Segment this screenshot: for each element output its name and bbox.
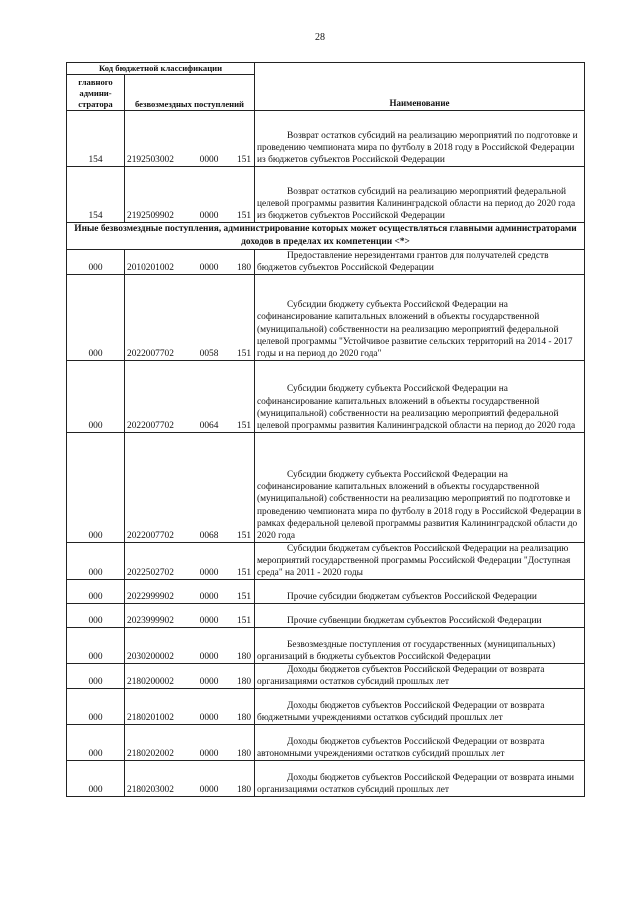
revenue-code-cell [125, 760, 255, 796]
item-name-cell: Субсидии бюджету субъекта Российской Федерации на софинансирование капитальных вложений в объекты государственной (муниципальной) собственности на реализацию мероприятий федеральной целевой программы развития Калининградской области на период до 2020 года [255, 360, 585, 432]
revenue-code-main: 2022999902 [127, 591, 174, 602]
revenue-code-sub: 0064 [199, 420, 219, 431]
revenue-code-main: 2022007702 [127, 348, 174, 359]
revenue-code-main: 2022007702 [127, 530, 174, 541]
table-row [67, 167, 585, 223]
revenue-code-kosgu: 151 [236, 420, 251, 431]
table-row [67, 627, 585, 663]
revenue-code-sub: 0000 [199, 262, 219, 273]
revenue-code-cell [125, 724, 255, 760]
admin-code-cell: 000 [67, 432, 125, 542]
item-name-cell: Возврат остатков субсидий на реализацию мероприятий по подготовке и проведению чемпионата мира по футболу в 2018 году в Российской Федерации из бюджетов субъектов Российской Федерации [255, 111, 585, 167]
revenue-code-main: 2030200002 [127, 651, 174, 662]
revenue-code-cell [125, 627, 255, 663]
revenue-code-cell [125, 360, 255, 432]
admin-code-cell: 154 [67, 111, 125, 167]
revenue-code-main: 2192503002 [127, 155, 174, 166]
table-body-top [67, 111, 585, 223]
revenue-code-cell [125, 542, 255, 579]
item-name-cell: Прочие субсидии бюджетам субъектов Российской Федерации [255, 579, 585, 603]
revenue-code-kosgu: 180 [236, 748, 251, 759]
revenue-code-cell [125, 167, 255, 223]
revenue-code-cell [125, 663, 255, 688]
header-group-cell: Код бюджетной классификации [67, 63, 255, 75]
item-name-cell: Безвозмездные поступления от государственных (муниципальных) организаций в бюджеты субъектов Российской Федерации [255, 627, 585, 663]
item-name-cell: Доходы бюджетов субъектов Российской Федерации от возврата автономными учреждениями остатков субсидий прошлых лет [255, 724, 585, 760]
item-name-cell: Субсидии бюджетам субъектов Российской Федерации на реализацию мероприятий государственной программы Российской Федерации "Доступная среда" на 2011 - 2020 годы [255, 542, 585, 579]
header-row-group [67, 63, 585, 75]
admin-code-cell: 000 [67, 663, 125, 688]
item-name-cell: Доходы бюджетов субъектов Российской Федерации от возврата организациями остатков субсидий прошлых лет [255, 663, 585, 688]
revenue-code-sub: 0000 [199, 591, 219, 602]
admin-code-cell: 000 [67, 688, 125, 724]
revenue-code-sub: 0058 [199, 348, 219, 359]
admin-code-cell: 000 [67, 603, 125, 627]
item-name-cell: Субсидии бюджету субъекта Российской Федерации на софинансирование капитальных вложений в объекты государственной (муниципальной) собственности на реализацию мероприятий по подготовке и проведению чемпионата мира по футболу в 2018 году в Российской Федерации в рамках федеральной целевой программы развития Калининградской области до 2020 года [255, 432, 585, 542]
item-name-cell: Предоставление нерезидентами грантов для получателей средств бюджетов субъектов Российской Федерации [255, 249, 585, 274]
revenue-code-sub: 0000 [199, 712, 219, 723]
table-row [67, 603, 585, 627]
item-name-cell: Прочие субвенции бюджетам субъектов Российской Федерации [255, 603, 585, 627]
budget-classification-table [66, 62, 585, 797]
table-row [67, 760, 585, 796]
revenue-code-kosgu: 151 [236, 591, 251, 602]
revenue-code-kosgu: 151 [236, 211, 251, 222]
table-row [67, 432, 585, 542]
revenue-code-main: 2022007702 [127, 420, 174, 431]
revenue-code-main: 2022502702 [127, 567, 174, 578]
admin-code-cell: 000 [67, 579, 125, 603]
table-row [67, 663, 585, 688]
admin-code-cell: 000 [67, 249, 125, 274]
admin-code-cell: 154 [67, 167, 125, 223]
revenue-code-sub: 0000 [199, 155, 219, 166]
revenue-code-main: 2180200002 [127, 676, 174, 687]
admin-code-cell: 000 [67, 724, 125, 760]
revenue-code-main: 2010201002 [127, 262, 174, 273]
revenue-code-kosgu: 151 [236, 615, 251, 626]
revenue-code-main: 2180202002 [127, 748, 174, 759]
revenue-code-kosgu: 151 [236, 567, 251, 578]
revenue-code-main: 2023999902 [127, 615, 174, 626]
revenue-code-kosgu: 180 [236, 712, 251, 723]
revenue-code-kosgu: 180 [236, 262, 251, 273]
admin-code-cell: 000 [67, 627, 125, 663]
revenue-code-main: 2180201002 [127, 712, 174, 723]
section-title: Иные безвозмездные поступления, администрирование которых может осуществляться главными администраторами доходов в пределах их компетенции <*> [67, 223, 585, 249]
table-row [67, 360, 585, 432]
section-body [67, 223, 585, 249]
table-row [67, 724, 585, 760]
revenue-code-sub: 0000 [199, 651, 219, 662]
revenue-code-cell [125, 274, 255, 360]
header-name-cell: Наименование [255, 63, 585, 111]
revenue-code-sub: 0000 [199, 784, 219, 795]
table-row [67, 111, 585, 167]
revenue-code-sub: 0000 [199, 676, 219, 687]
admin-code-cell: 000 [67, 542, 125, 579]
revenue-code-kosgu: 180 [236, 784, 251, 795]
revenue-code-sub: 0000 [199, 748, 219, 759]
revenue-code-kosgu: 180 [236, 676, 251, 687]
revenue-code-cell [125, 249, 255, 274]
revenue-code-cell [125, 603, 255, 627]
revenue-code-sub: 0000 [199, 211, 219, 222]
revenue-code-cell [125, 432, 255, 542]
admin-code-cell: 000 [67, 274, 125, 360]
item-name-cell: Доходы бюджетов субъектов Российской Федерации от возврата бюджетными учреждениями остатков субсидий прошлых лет [255, 688, 585, 724]
revenue-code-kosgu: 151 [236, 348, 251, 359]
table-row [67, 274, 585, 360]
revenue-code-kosgu: 151 [236, 155, 251, 166]
revenue-code-sub: 0000 [199, 615, 219, 626]
revenue-code-cell [125, 579, 255, 603]
revenue-code-sub: 0068 [199, 530, 219, 541]
item-name-cell: Доходы бюджетов субъектов Российской Федерации от возврата иными организациями остатков субсидий прошлых лет [255, 760, 585, 796]
revenue-code-cell [125, 688, 255, 724]
page-number: 28 [315, 32, 325, 43]
table-row [67, 249, 585, 274]
revenue-code-sub: 0000 [199, 567, 219, 578]
admin-code-cell: 000 [67, 760, 125, 796]
revenue-code-main: 2192509902 [127, 211, 174, 222]
header-revenue-cell: безвозмездных поступлений [125, 75, 255, 111]
table-row [67, 579, 585, 603]
table-row [67, 542, 585, 579]
revenue-code-kosgu: 151 [236, 530, 251, 541]
section-row [67, 223, 585, 249]
item-name-cell: Субсидии бюджету субъекта Российской Федерации на софинансирование капитальных вложений в объекты государственной (муниципальной) собственности на реализацию мероприятий федеральной целевой программы "Устойчивое развитие сельских территорий на 2014 - 2017 годы и на период до 2020 года" [255, 274, 585, 360]
table-row [67, 688, 585, 724]
item-name-cell: Возврат остатков субсидий на реализацию мероприятий федеральной целевой программы развития Калининградской области на период до 2020 года из бюджетов субъектов Российской Федерации [255, 167, 585, 223]
admin-code-cell: 000 [67, 360, 125, 432]
revenue-code-main: 2180203002 [127, 784, 174, 795]
revenue-code-cell [125, 111, 255, 167]
header-admin-cell: главного админи-стратора [67, 75, 125, 111]
revenue-code-kosgu: 180 [236, 651, 251, 662]
table-body-bottom [67, 249, 585, 796]
